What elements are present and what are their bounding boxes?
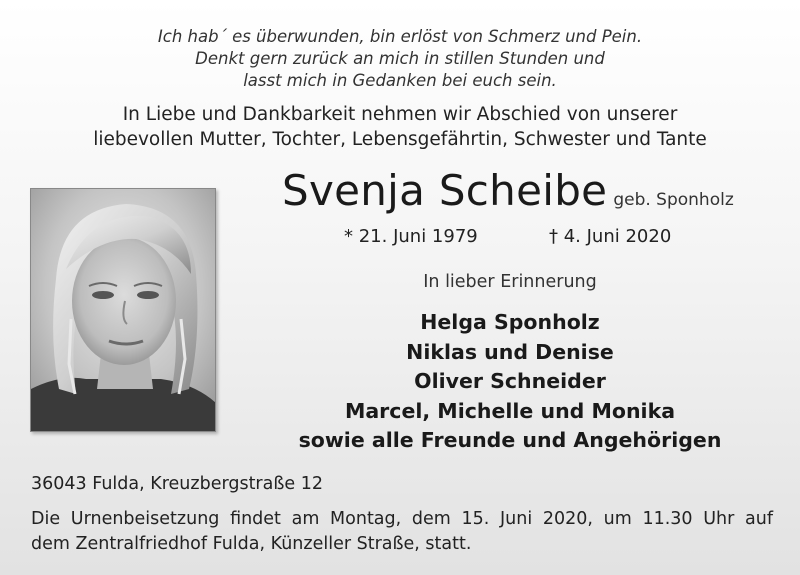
mourner-name: Oliver Schneider: [414, 369, 606, 393]
intro-line: In Liebe und Dankbarkeit nehmen wir Abschied von unserer: [122, 104, 678, 125]
address: 36043 Fulda, Kreuzbergstraße 12: [31, 474, 323, 494]
death-date: † 4. Juni 2020: [549, 226, 672, 247]
intro-text: [0, 102, 800, 152]
poem-line: Denkt gern zurück an mich in stillen Stunden und: [195, 49, 605, 68]
poem: [0, 26, 800, 92]
full-name: Svenja Scheibe: [282, 166, 608, 215]
mourner-name: Niklas und Denise: [406, 339, 614, 364]
deceased-name: [282, 166, 734, 215]
portrait-illustration: [31, 189, 216, 432]
birth-name: geb. Sponholz: [613, 190, 734, 210]
mourners-list: [290, 308, 730, 456]
memory-label: In lieber Erinnerung: [423, 272, 597, 292]
portrait-photo: [30, 188, 216, 432]
mourner-name: Marcel, Michelle und Monika: [344, 398, 676, 423]
funeral-line: Die Urnenbeisetzung findet am Montag, dem 15. Juni 2020, um 11.30 Uhr auf: [31, 509, 773, 529]
mourner-name: Helga Sponholz: [420, 310, 600, 334]
funeral-notice: [31, 507, 773, 557]
poem-line: lasst mich in Gedanken bei euch sein.: [243, 71, 557, 90]
funeral-line: dem Zentralfriedhof Fulda, Künzeller Straße, statt.: [31, 534, 472, 554]
poem-line: Ich hab´ es überwunden, bin erlöst von Schmerz und Pein.: [157, 27, 643, 46]
mourner-name: sowie alle Freunde und Angehörigen: [298, 428, 722, 452]
intro-line: liebevollen Mutter, Tochter, Lebensgefährtin, Schwester und Tante: [93, 129, 707, 150]
birth-date: * 21. Juni 1979: [344, 226, 478, 247]
